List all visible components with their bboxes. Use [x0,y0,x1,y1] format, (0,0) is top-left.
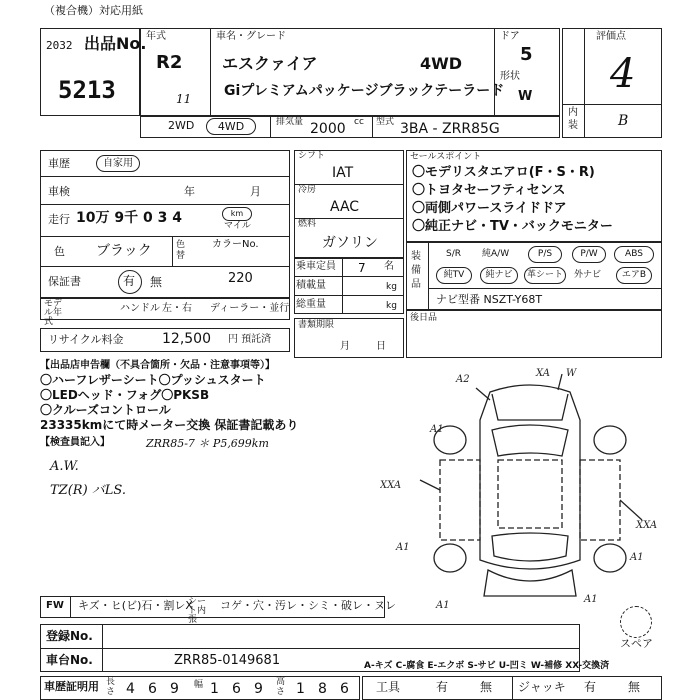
recycle-amount: 12,500 [162,331,211,347]
load-label: 積載量 [296,280,326,291]
ac-label: 冷房 [298,185,317,195]
year-month: 11 [176,92,192,106]
tools-no: 無 [480,680,493,694]
spare-label: スペア [620,637,653,650]
interior-label: 内装 [568,107,578,131]
note-line-2: 〇LEDヘッド・フォグ〇PKSB [40,388,210,402]
mark-a1-front: A1 [430,424,444,435]
mileage-value: 10万 9千 0 3 4 [76,210,182,226]
drive-opt-2wd: 2WD [168,119,195,132]
inspector-label: 【検査員記入】 [40,437,110,448]
color-label: 色 [54,245,65,258]
recycle-unit: 円 預託済 [228,334,272,345]
after-label: 後日品 [410,313,438,323]
selling-label: セールスポイント [410,152,482,162]
wheel-fr [594,426,626,454]
weight-unit: kg [386,301,397,311]
dealer-label: ディーラー・並行 [210,303,290,314]
handle-label: ハンドル [120,303,160,314]
mileage-label: 走行 [48,213,70,226]
weight-label: 総重量 [296,299,326,310]
header-note: （複合機）対応用紙 [44,4,143,17]
car-right-side [580,460,620,540]
recycle-label: リサイクル料金 [48,333,124,346]
mark-a1-rear: A1 [436,600,450,610]
equip-navi: 純ナビ [480,267,518,284]
displacement: 2000 [310,121,346,137]
drive-opt-4wd: 4WD [206,118,256,135]
shift-value: IAT [332,165,354,181]
width-d3: 9 [254,681,263,697]
inspection-label: 車検 [48,185,70,198]
width-d1: 1 [210,681,219,697]
color-no: 220 [228,271,253,286]
capacity-unit: 名 [384,261,394,272]
capacity-value: 7 [358,261,366,275]
fw-items: キズ・ヒ(ビ)石・割レX [78,599,193,612]
handle-value: 左・右 [162,303,192,314]
length-label: 長さ [106,677,116,697]
tools-yes: 有 [436,680,449,694]
note-line-3: 〇クルーズコントロール [40,403,171,417]
model-label: 型式 [376,117,395,127]
selling-point-4: 〇純正ナビ・TV・バックモニター [412,219,613,234]
shape-label: 形状 [500,71,520,82]
mark-xxa-left: XXA [380,480,402,491]
shape-value: W [518,89,533,104]
tools-label: 工具 [376,680,401,694]
height-d3: 6 [340,681,349,697]
chassis-label: 車台No. [46,653,93,667]
cc-unit: cc [354,117,364,127]
doc-month: 月 [340,341,350,352]
doc-day: 日 [376,341,386,352]
load-unit: kg [386,282,397,292]
lot-label: 出品No. [84,34,147,53]
jack-no: 無 [628,680,641,694]
score-label: 評価点 [596,31,626,42]
history-value: 自家用 [96,155,140,172]
vehicle-box [140,28,560,116]
equip-tv: 純TV [436,267,472,284]
mark-a2: A2 [456,374,470,385]
mark-xxa-right: XXA [636,520,658,531]
door-count: 5 [520,44,533,65]
mile-unit: マイル [224,221,251,231]
car-windshield [492,425,568,456]
warranty-label: 保証書 [48,275,81,288]
doc-label: 書類期限 [298,320,335,330]
inspection-month: 月 [250,185,261,198]
shift-label: シフト [298,151,326,161]
mark-xa: XA [536,368,550,379]
car-diagram [380,360,680,610]
capacity-label: 乗車定員 [296,261,336,272]
name-label: 車名・グレード [216,31,286,42]
equipment-label: 装備品 [411,251,421,290]
seat-label: シート内張 [188,597,207,625]
interior-value: B [618,113,629,129]
car-hood [492,394,568,420]
notes-label: 【出品店申告欄（不具合箇所・欠品・注意事項等）】 [40,360,275,371]
equip-leather: 革シート [524,267,566,284]
equip-abs: ABS [614,246,654,263]
navi-model: ナビ型番 NSZT-Y68T [436,293,543,306]
lot-number: 5213 [58,76,116,104]
car-left-side [440,460,480,540]
selling-point-1: 〇モデリスタエアロ(F・S・R) [412,165,595,180]
car-drive: 4WD [420,54,463,73]
fuel-value: ガソリン [322,235,378,251]
car-roof [498,460,562,528]
length-d2: 6 [148,681,157,697]
inspector-hand-1: ZRR85-7 ＊ P5,699km [146,437,269,450]
wheel-rl [434,544,466,572]
selling-point-2: 〇トヨタセーフティセンス [412,183,566,198]
damage-legend: A-キズ C-腐食 E-エクボ S-サビ U-凹ミ W-補修 XX-交換済 [364,661,610,671]
disp-label: 排気量 [276,117,304,127]
mark-a1-right: A1 [630,552,644,563]
chassis-number: ZRR85-0149681 [174,653,281,668]
mark-w: W [566,368,577,379]
length-d1: 4 [126,681,135,697]
fw-label: FW [46,600,64,611]
year-label: 年式 [146,31,166,42]
width-label: 幅 [194,680,204,690]
color-value: ブラック [96,243,152,259]
equip-ps: P/S [528,246,562,263]
car-body-outline [480,385,580,569]
year-era: R2 [156,52,183,73]
equip-airbag: エアB [616,267,652,284]
color-no-label: カラーNo. [212,239,259,250]
car-rear-window [492,533,568,561]
wheel-rr [594,544,626,572]
equip-pw: P/W [572,246,606,263]
door-label: ドア [500,31,520,42]
height-d1: 1 [296,681,305,697]
warranty-yes: 有 [123,274,136,288]
cert-label: 車歴証明用 [44,680,99,693]
height-label: 高さ [276,677,286,697]
seat-items: コゲ・穴・汚レ・シミ・破レ・ヌレ [220,599,396,612]
model-year-label: モデル年式 [44,299,63,327]
equip-alloy: 純A/W [482,249,510,259]
width-d2: 6 [232,681,241,697]
inspection-year: 年 [184,185,195,198]
score-value: 4 [610,51,636,97]
selling-point-3: 〇両側パワースライドドア [412,201,567,216]
inspector-hand-2: A.W. [50,459,79,474]
after-box [406,310,662,358]
model-code: 3BA - ZRR85G [400,121,500,137]
jack-label: ジャッキ [518,680,566,694]
history-label: 車歴 [48,157,70,170]
ac-value: AAC [330,199,360,215]
km-unit: km [222,207,252,221]
length-d3: 9 [170,681,179,697]
car-name: エスクァイア [222,54,318,73]
jack-yes: 有 [584,680,597,694]
fuel-label: 燃料 [298,219,317,229]
registration-label: 登録No. [46,629,93,643]
equip-ext-navi: 外ナビ [574,270,602,280]
note-line-1: 〇ハーフレザーシート〇プッシュスタート [40,373,266,387]
lot-stamp: 2032 [46,39,73,52]
height-d2: 8 [318,681,327,697]
car-grade: Giプレミアムパッケージブラックテーラード [224,83,505,99]
equip-sr: S/R [446,249,461,259]
mark-a1-rear-r: A1 [584,594,598,605]
inspector-hand-3: TZ(R) バLS. [50,483,126,498]
color-change: 色替 [176,240,186,261]
note-line-4: 23335kmにて時メーター交換 保証書記載あり [40,418,299,432]
spare-icon [620,606,652,638]
mark-a1-left: A1 [396,542,410,553]
warranty-no: 無 [150,275,163,289]
